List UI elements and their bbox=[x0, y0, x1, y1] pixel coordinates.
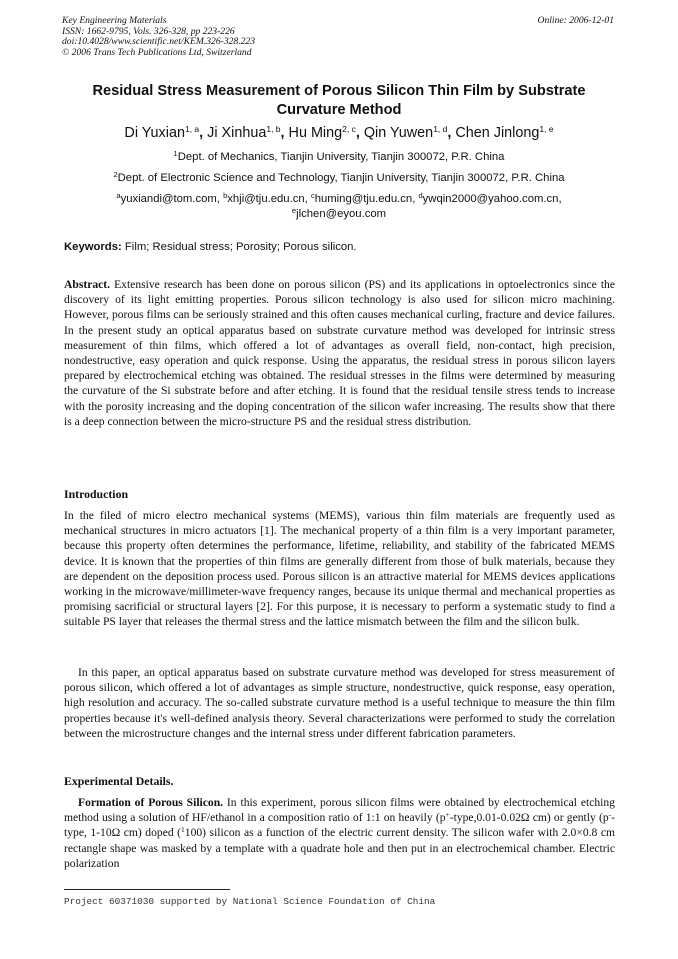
author-affiliation-mark: 1, b bbox=[266, 124, 281, 134]
title-line-1: Residual Stress Measurement of Porous Silicon Thin Film by Substrate bbox=[92, 83, 586, 99]
author-affiliation-mark: 1, d bbox=[433, 124, 448, 134]
introduction-paragraph-1: In the filed of micro electro mechanical systems (MEMS), various thin film materials are frequently used as mechanical structures in micro actuators [1]. The mechanical property of a thin film is a very important parameter, because this property often determines the performance, lifetime, reliability, and stability of the fabricated MEMS device. It is known that the properties of thin films are generally different from those of bulk materials, because they are dependent on the deposition process used. Porous silicon is an attractive material for MEMS devices applications working in the microwave/millimeter-wave frequency ranges, because its unique thermal and mechanical properties as promising sacrificial or structural layers [2]. For this purpose, it is necessary to perform a systematic study to find a suitable PS layer that releases the thermal stress and the lattice mismatch between the film and the silicon bulk. bbox=[64, 509, 615, 629]
section-heading-introduction: Introduction bbox=[64, 487, 129, 501]
author-affiliation-mark: 1, a bbox=[184, 124, 200, 134]
author-affiliation-mark: 1, e bbox=[539, 124, 554, 134]
email-link[interactable]: yuxiandi@tom.com, bbox=[120, 193, 224, 205]
funding-footnote: Project 60371030 supported by National Science Foundation of China bbox=[64, 896, 436, 907]
keywords-line bbox=[64, 240, 616, 255]
email-link[interactable]: ywqin2000@yahoo.com.cn, bbox=[422, 193, 562, 205]
email-link[interactable]: xhji@tju.edu.cn, bbox=[227, 193, 311, 205]
keywords-text: Film; Residual stress; Porosity; Porous silicon. bbox=[121, 241, 357, 253]
subsection-label: Formation of Porous Silicon. bbox=[78, 796, 224, 809]
footnote-rule bbox=[64, 889, 230, 890]
abstract-paragraph bbox=[64, 277, 615, 429]
email-link[interactable]: huming@tju.edu.cn, bbox=[314, 193, 419, 205]
affiliation-1: $^1$Dept. of Mechanics, Tianjin University, Tianjin 300072, P.R. China bbox=[173, 149, 505, 163]
issn-line: ISSN: 1662-9795, Vols. 326-328, pp 223-226 bbox=[62, 25, 235, 37]
email-list: $^a$yuxiandi@tom.com, $^b$xhji@tju.edu.cn, $^c$huming@tju.edu.cn, $^d$ywqin2000@yahoo.com.cn, $^e$jlchen@eyou.com bbox=[116, 191, 562, 220]
author-name: Ji Xinhua bbox=[207, 125, 267, 141]
journal-header bbox=[62, 16, 255, 58]
author-affiliation-mark: 2, c bbox=[342, 124, 356, 134]
keywords-label: Keywords: bbox=[64, 241, 122, 253]
journal-name: Key Engineering Materials bbox=[62, 15, 167, 26]
paper-title bbox=[62, 82, 616, 120]
email-link[interactable]: jlchen@eyou.com bbox=[296, 208, 387, 220]
abstract-text: Extensive research has been done on porous silicon (PS) and its applications in optoelectronics since the discovery of its light emitting properties. Porous silicon technology is also used for silicon micro machining. However, porous films can be seriously strained and this often causes mechanical curling, fracture and device failures. In the present study an optical apparatus based on substrate curvature method was developed for intrinsic stress measurement of thin films, which offered a lot of advantages as overall field, non-contact, high precision, nondestructive, easy operation and quick response. Using the apparatus, the residual stress in porous silicon layers prepared by electrochemical etching was obtained. The residual stresses in the films were determined by measuring the curvature of the Si substrate before and after etching. It is found that the residual tensile stress tends to increase with the porosity increasing and the doping concentration of the silicon wafer increasing. The results show that there is a deep connection between the micro-structure PS and the residual stress distribution. bbox=[64, 278, 615, 428]
title-line-2: Curvature Method bbox=[276, 102, 402, 118]
affiliation-2: $^2$Dept. of Electronic Science and Technology, Tianjin University, Tianjin 300072, P.R. China bbox=[113, 170, 565, 184]
abstract-label: Abstract. bbox=[64, 278, 111, 291]
introduction-paragraph-2: In this paper, an optical apparatus based on substrate curvature method was developed for stress measurement of porous silicon, which offered a lot of advantages as simple structure, nondestructive, quick response, easy operation, high resolution and accuracy. The so-called substrate curvature method is a useful technique to measure the thin film properties because it's well-defined analysis theory. Several characterizations were performed to study the correlation between the microstructure changes and the internal stress under different fabrication parameters. bbox=[64, 666, 615, 740]
online-date: Online: 2006-12-01 bbox=[537, 15, 614, 26]
experimental-paragraph: Formation of Porous Silicon. In this experiment, porous silicon films were obtained by electrochemical etching method using a solution of HF/ethanol in a composition ratio of 1:1 on heavily (p+-type,0.01-0.02Ω cm) or gently (p--type, 1-10Ω cm) doped ($^1$100) silicon as a function of the electric current density. The silicon wafer with 2.0×0.8 cm rectangle shape was masked by a template with a quadrate hole and then put in an electrochemical chamber. Electric polarization bbox=[64, 796, 615, 870]
section-heading-experimental: Experimental Details. bbox=[64, 774, 174, 788]
copyright-line: © 2006 Trans Tech Publications Ltd, Switzerland bbox=[62, 46, 252, 58]
doi-line: doi:10.4028/www.scientific.net/KEM.326-328.223 bbox=[62, 36, 256, 48]
author-name: Hu Ming bbox=[288, 125, 343, 141]
author-name: Di Yuxian bbox=[124, 125, 185, 141]
author-name: Chen Jinlong bbox=[455, 125, 540, 141]
author-list: Di Yuxian$^{1, a}$, Ji Xinhua$^{1, b}$, Hu Ming$^{2, c}$, Qin Yuwen$^{1, d}$, Chen Jinlong$^{1, e}$ bbox=[124, 124, 554, 141]
author-name: Qin Yuwen bbox=[363, 125, 434, 141]
